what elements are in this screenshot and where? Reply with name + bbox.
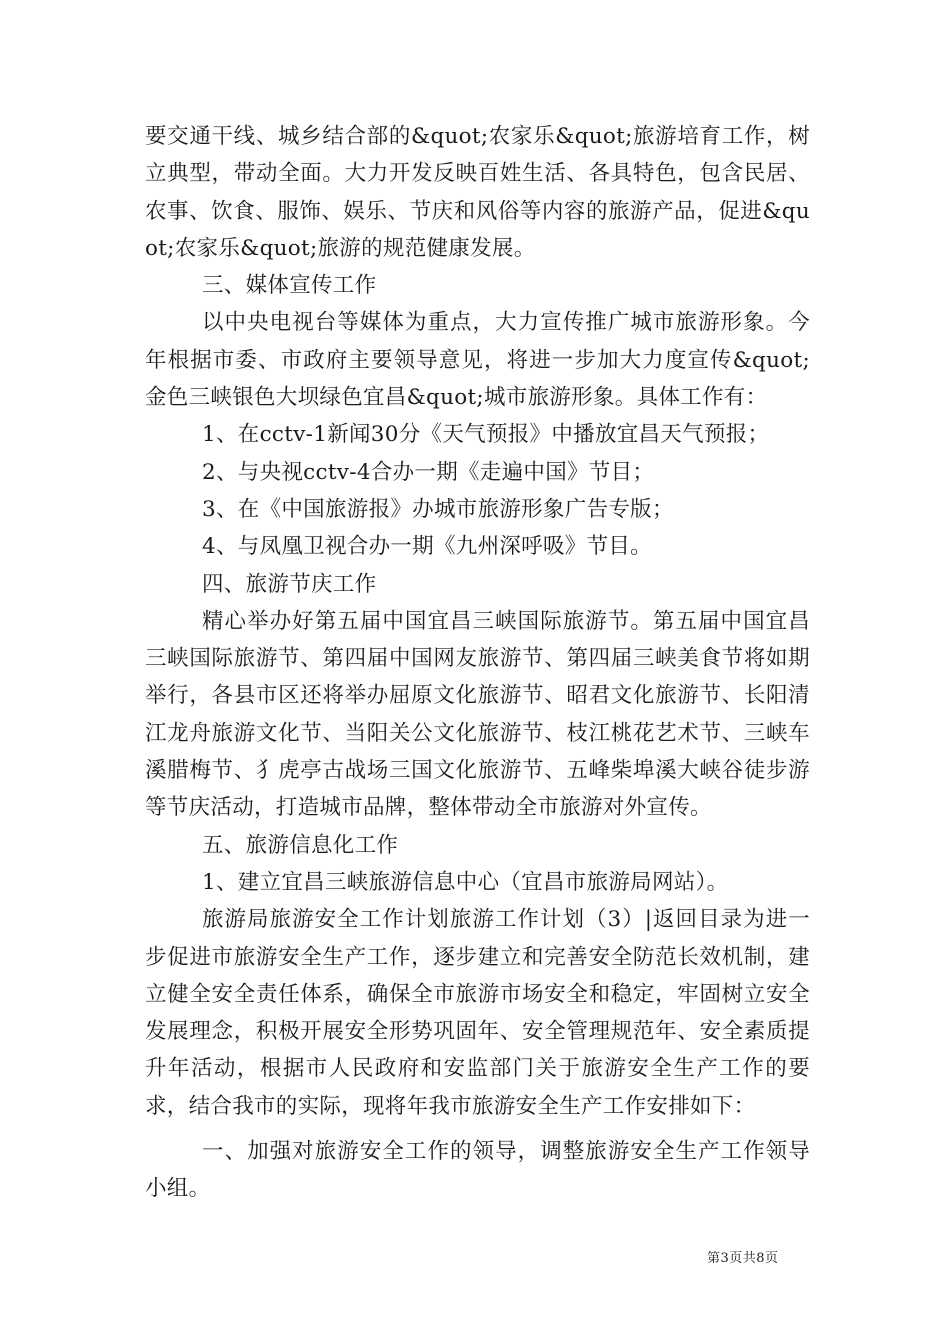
list-item-phoenix-tv: 4、与凤凰卫视合办一期《九州深呼吸》节目。 — [202, 534, 652, 560]
list-item-cctv4: 2、与央视cctv-4合办一期《走遍中国》节目； — [202, 459, 655, 485]
heading-informatization: 五、旅游信息化工作 — [202, 832, 399, 858]
document-body — [145, 118, 810, 1208]
heading-media-promotion: 三、媒体宣传工作 — [202, 273, 377, 299]
list-item-cctv1: 1、在cctv-1新闻30分《天气预报》中播放宜昌天气预报； — [202, 422, 770, 448]
paragraph-safety-plan: 旅游局旅游安全工作计划旅游工作计划（3）|返回目录为进一步促进市旅游安全生产工作，逐步建立和完善安全防范长效机制，建立健全安全责任体系，确保全市旅游市场安全和稳定，牢固树立安全发展理念，积极开展安全形势巩固年、安全管理规范年、安全素质提升年活动，根据市人民政府和安监部门关于旅游安全生产工作的要求，结合我市的实际，现将年我市旅游安全生产工作安排如下： — [145, 907, 810, 1119]
page-number: 第3页共8页 — [707, 1251, 779, 1266]
paragraph-media-promotion: 以中央电视台等媒体为重点，大力宣传推广城市旅游形象。今年根据市委、市政府主要领导意见，将进一步加大力度宣传&quot;金色三峡银色大坝绿色宜昌&quot;城市旅游形象。具体工作有： — [145, 310, 810, 411]
paragraph-farmhouse-tourism: 要交通干线、城乡结合部的&quot;农家乐&quot;旅游培育工作，树立典型，带动全面。大力开发反映百姓生活、各具特色，包含民居、农事、饮食、服饰、娱乐、节庆和风俗等内容的旅游产品，促进&quot;农家乐&quot;旅游的规范健康发展。 — [145, 124, 810, 261]
list-item-tourism-newspaper: 3、在《中国旅游报》办城市旅游形象广告专版； — [202, 496, 674, 522]
list-item-info-center: 1、建立宜昌三峡旅游信息中心（宜昌市旅游局网站）。 — [202, 869, 729, 895]
paragraph-safety-leadership: 一、加强对旅游安全工作的领导，调整旅游安全生产工作领导小组。 — [145, 1139, 810, 1202]
heading-festivals: 四、旅游节庆工作 — [202, 571, 377, 597]
paragraph-festivals: 精心举办好第五届中国宜昌三峡国际旅游节。第五届中国宜昌三峡国际旅游节、第四届中国网友旅游节、第四届三峡美食节将如期举行，各县市区还将举办屈原文化旅游节、昭君文化旅游节、长阳清江龙舟旅游文化节、当阳关公文化旅游节、枝江桃花艺术节、三峡车溪腊梅节、犭虎亭古战场三国文化旅游节、五峰柴埠溪大峡谷徒步游等节庆活动，打造城市品牌，整体带动全市旅游对外宣传。 — [145, 608, 810, 821]
